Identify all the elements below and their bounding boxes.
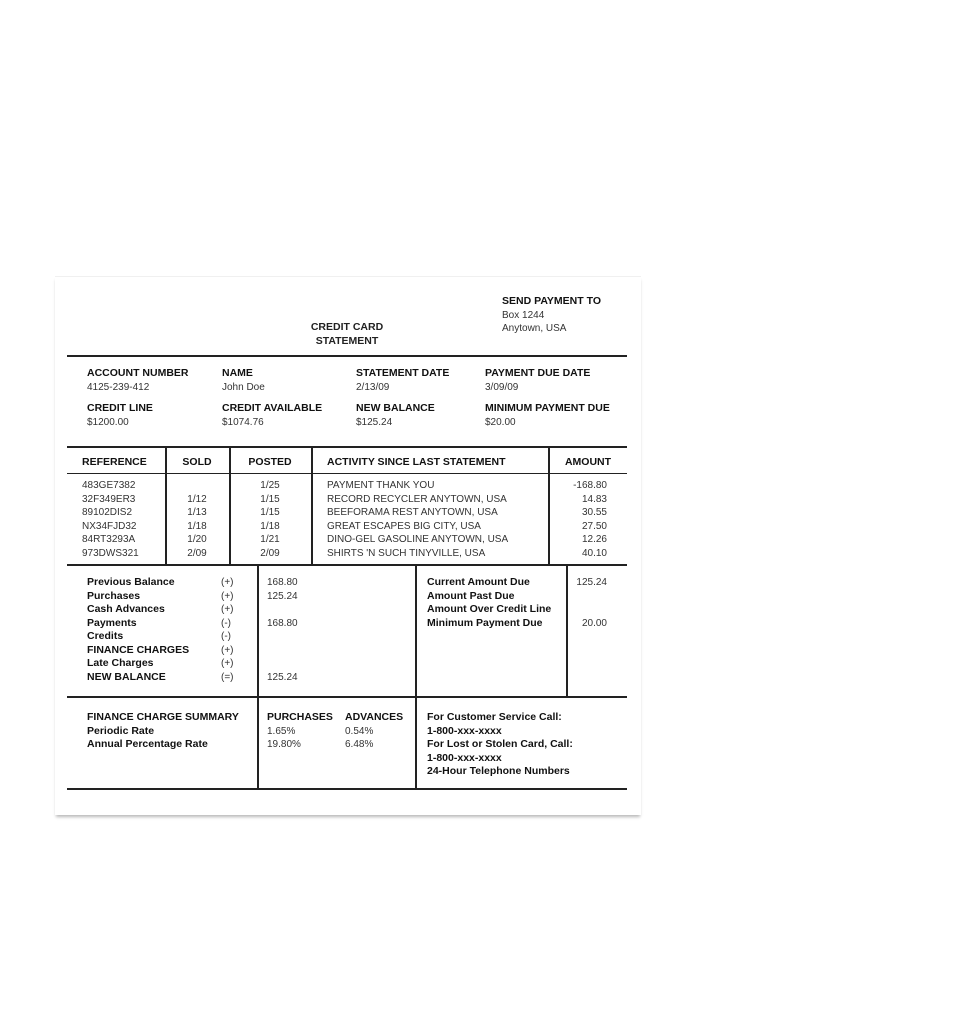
divider	[67, 564, 627, 566]
payment-due-date-label: PAYMENT DUE DATE	[485, 367, 591, 379]
table-cell: BEEFORAMA REST ANYTOWN, USA	[327, 507, 498, 518]
minimum-payment-value: $20.00	[485, 416, 516, 428]
amount-due-label: Minimum Payment Due	[427, 616, 543, 629]
table-cell: 12.26	[581, 534, 607, 545]
balance-signs	[221, 576, 234, 684]
statement-date-label: STATEMENT DATE	[356, 367, 450, 379]
table-cell: -168.80	[573, 480, 607, 491]
table-cell: 1/15	[260, 493, 280, 505]
credit-line-label: CREDIT LINE	[87, 402, 153, 414]
table-cell: 1/18	[187, 520, 207, 532]
table-cell: 1/21	[260, 534, 280, 545]
table-cell: 1/15	[260, 507, 280, 518]
balance-values	[267, 576, 298, 684]
table-cell: PAYMENT THANK YOU	[327, 480, 435, 491]
column-divider	[257, 565, 259, 788]
finance-summary-labels	[87, 711, 239, 752]
divider	[67, 788, 627, 790]
table-cell: 1/20	[187, 534, 207, 545]
amount-due-label: Amount Over Credit Line	[427, 603, 552, 615]
table-cell: DINO-GEL GASOLINE ANYTOWN, USA	[327, 534, 509, 545]
purchases-rate: 19.80%	[267, 739, 301, 750]
amount-due-label: Current Amount Due	[427, 576, 530, 588]
minimum-payment-label: MINIMUM PAYMENT DUE	[485, 402, 610, 414]
amount-due-value: 125.24	[576, 577, 607, 588]
balance-label: Payments	[87, 616, 137, 629]
table-cell: GREAT ESCAPES BIG CITY, USA	[327, 520, 481, 532]
customer-service-block	[427, 711, 573, 779]
balance-label: Cash Advances	[87, 603, 165, 615]
amount-due-label: Amount Past Due	[427, 589, 515, 602]
send-payment-address-line-2: Anytown, USA	[502, 323, 567, 334]
column-header-activity: ACTIVITY SINCE LAST STATEMENT	[327, 456, 506, 468]
balance-sign: (+)	[221, 644, 234, 656]
customer-service-line: 1-800-xxx-xxxx	[427, 751, 502, 764]
purchases-rate: 1.65%	[267, 725, 296, 737]
minimum-payment-field	[485, 402, 610, 429]
balance-value: 125.24	[267, 671, 298, 683]
advances-rates	[345, 711, 403, 752]
amount-due-value	[567, 603, 607, 617]
column-divider	[311, 448, 313, 564]
statement-title-line-1: CREDIT CARD	[310, 321, 384, 333]
balance-value	[267, 603, 298, 617]
credit-available-label: CREDIT AVAILABLE	[222, 402, 323, 414]
amount-due-value: 20.00	[581, 617, 607, 629]
table-cell: 973DWS321	[82, 547, 139, 559]
balance-label: NEW BALANCE	[87, 670, 166, 683]
balance-value	[267, 657, 298, 671]
balance-label: Late Charges	[87, 657, 154, 669]
statement-date-value: 2/13/09	[356, 381, 390, 393]
account-number-field	[87, 367, 189, 394]
statement-date-field	[356, 367, 449, 394]
table-cell: 483GE7382	[82, 480, 136, 491]
balance-label: Credits	[87, 630, 124, 642]
column-header-amount: AMOUNT	[564, 456, 612, 468]
amount-due-labels	[427, 576, 551, 630]
balance-label: Previous Balance	[87, 576, 175, 588]
balance-value	[267, 644, 298, 658]
send-payment-block	[502, 295, 601, 336]
purchases-rates	[267, 711, 333, 752]
table-cell: RECORD RECYCLER ANYTOWN, USA	[327, 493, 507, 505]
balance-sign: (-)	[221, 631, 231, 642]
send-payment-address-line-1: Box 1244	[502, 309, 545, 321]
balance-sign: (+)	[221, 590, 234, 602]
balance-label: FINANCE CHARGES	[87, 643, 190, 656]
credit-line-value: $1200.00	[87, 416, 129, 428]
column-divider	[415, 565, 417, 788]
payment-due-date-value: 3/09/09	[485, 381, 519, 393]
balance-value	[267, 630, 298, 644]
customer-service-line: 24-Hour Telephone Numbers	[427, 765, 570, 777]
divider	[67, 355, 627, 357]
balance-value: 168.80	[267, 617, 298, 629]
balance-value: 125.24	[267, 590, 298, 602]
balance-value: 168.80	[267, 577, 298, 588]
divider	[67, 696, 627, 698]
account-number-value: 4125-239-412	[87, 381, 150, 393]
new-balance-label: NEW BALANCE	[356, 402, 435, 414]
finance-row-label: Annual Percentage Rate	[87, 738, 208, 750]
table-cell: 40.10	[581, 547, 607, 559]
advances-rate: 0.54%	[345, 725, 374, 737]
reference-column	[82, 479, 139, 560]
table-cell: 2/09	[187, 547, 207, 559]
activity-column	[327, 479, 508, 560]
table-cell: 30.55	[581, 507, 607, 518]
column-header-reference: REFERENCE	[82, 456, 147, 468]
table-cell: 1/18	[260, 520, 280, 532]
table-cell: 27.50	[581, 520, 607, 532]
table-cell: 1/12	[187, 493, 207, 505]
credit-line-field	[87, 402, 153, 429]
amount-due-value	[567, 590, 607, 604]
table-cell: 2/09	[260, 547, 280, 559]
table-cell: 84RT3293A	[82, 534, 136, 545]
table-cell: 1/25	[260, 480, 280, 491]
send-payment-label: SEND PAYMENT TO	[502, 295, 601, 307]
column-header-posted: POSTED	[248, 456, 292, 468]
column-header-sold: SOLD	[182, 456, 212, 468]
posted-column	[229, 479, 311, 560]
advances-rate: 6.48%	[345, 739, 374, 750]
amount-due-values	[567, 576, 607, 630]
name-value: John Doe	[222, 381, 265, 393]
balance-sign: (+)	[221, 658, 234, 669]
table-cell: SHIRTS 'N SUCH TINYVILLE, USA	[327, 547, 486, 559]
new-balance-field	[356, 402, 435, 429]
customer-service-line: 1-800-xxx-xxxx	[427, 724, 502, 737]
purchases-label: PURCHASES	[267, 711, 333, 723]
advances-label: ADVANCES	[345, 711, 404, 723]
customer-service-line: For Lost or Stolen Card, Call:	[427, 738, 573, 750]
divider	[67, 446, 627, 448]
balance-sign: (+)	[221, 577, 234, 588]
name-label: NAME	[222, 367, 253, 379]
customer-service-line: For Customer Service Call:	[427, 711, 562, 723]
credit-card-statement	[55, 276, 641, 815]
credit-available-value: $1074.76	[222, 416, 264, 428]
payment-due-date-field	[485, 367, 590, 394]
new-balance-value: $125.24	[356, 416, 393, 428]
amount-column	[555, 479, 607, 560]
name-field	[222, 367, 265, 394]
credit-available-field	[222, 402, 322, 429]
finance-row-label: Periodic Rate	[87, 724, 155, 737]
balance-label: Purchases	[87, 589, 141, 602]
account-number-label: ACCOUNT NUMBER	[87, 367, 189, 379]
statement-title	[287, 321, 407, 348]
table-cell	[165, 479, 229, 493]
balance-sign: (+)	[221, 604, 234, 615]
finance-summary-title: FINANCE CHARGE SUMMARY	[87, 711, 239, 723]
balance-sign: (-)	[221, 617, 231, 629]
table-cell: 89102DIS2	[82, 507, 133, 518]
sold-column	[165, 479, 229, 560]
balance-labels	[87, 576, 189, 684]
statement-title-line-2: STATEMENT	[315, 334, 379, 347]
table-cell: NX34FJD32	[82, 520, 137, 532]
balance-sign: (=)	[221, 671, 234, 683]
table-cell: 1/13	[187, 507, 207, 518]
table-cell: 32F349ER3	[82, 493, 136, 505]
table-cell: 14.83	[581, 493, 607, 505]
divider	[67, 473, 627, 474]
